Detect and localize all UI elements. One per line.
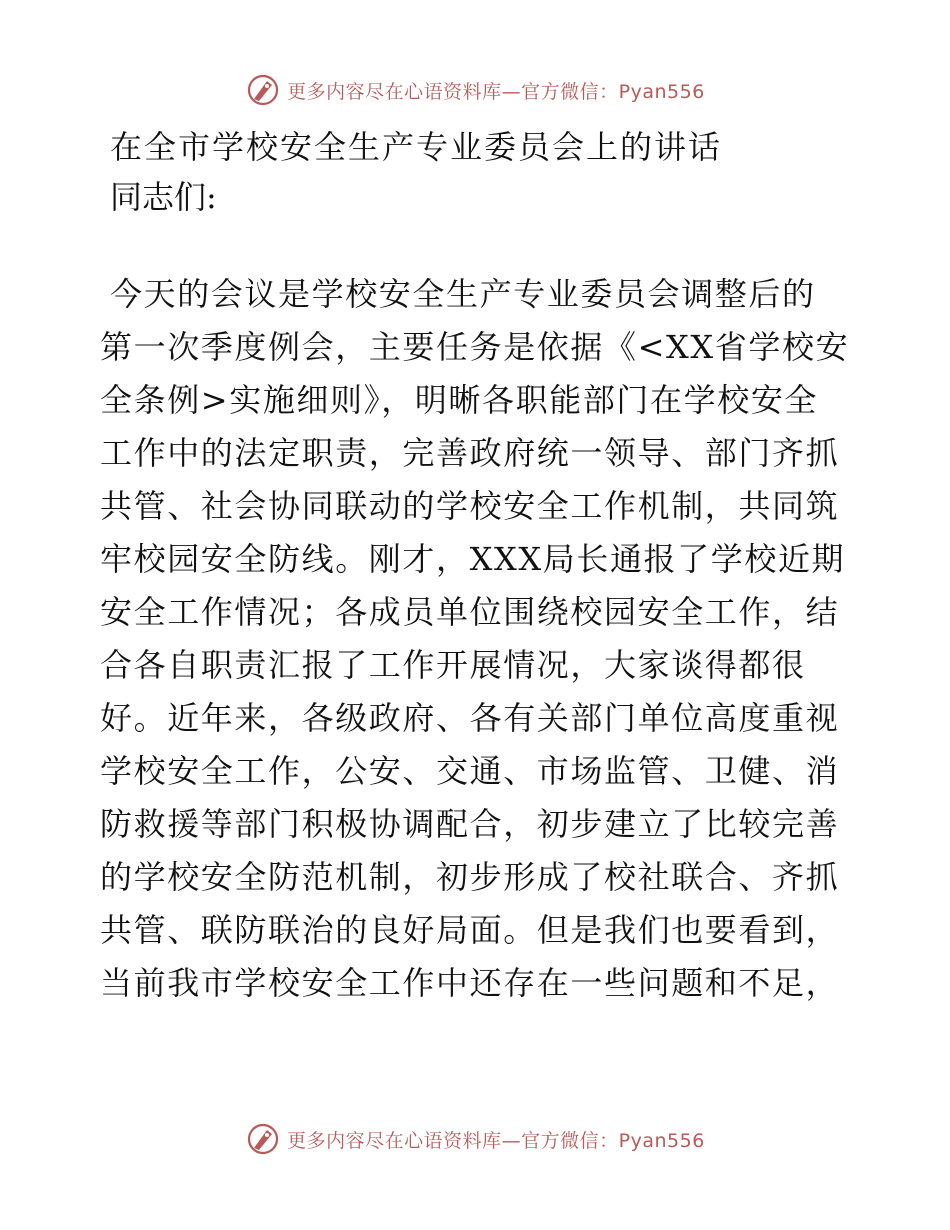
body-line: 第一次季度例会，主要任务是依据《<XX省学校安	[100, 328, 850, 366]
salutation: 同志们:	[110, 178, 217, 216]
watermark-text: 更多内容尽在心语资料库—官方微信：Pyan556	[287, 80, 705, 103]
body-line: 当前我市学校安全工作中还存在一些问题和不足，	[100, 964, 840, 1002]
footer-watermark	[0, 1117, 950, 1161]
body-line: 今天的会议是学校安全生产专业委员会调整后的	[110, 275, 816, 313]
body-line: 工作中的法定职责，完善政府统一领导、部门齐抓	[100, 434, 840, 472]
body-line: 全条例>实施细则》，明晰各职能部门在学校安全	[100, 381, 819, 419]
body-line: 牢校园安全防线。刚才，XXX局长通报了学校近期	[100, 540, 846, 578]
body-line: 的学校安全防范机制，初步形成了校社联合、齐抓	[100, 858, 840, 896]
body-line: 合各自职责汇报了工作开展情况，大家谈得都很	[100, 646, 806, 684]
document-body	[100, 268, 860, 1010]
body-line: 好。近年来，各级政府、各有关部门单位高度重视	[100, 699, 840, 737]
body-line: 安全工作情况；各成员单位围绕校园安全工作，结	[100, 593, 840, 631]
body-line: 学校安全工作，公安、交通、市场监管、卫健、消	[100, 752, 840, 790]
pen-logo-icon	[245, 72, 281, 108]
pen-logo-icon	[245, 1121, 281, 1157]
watermark-text: 更多内容尽在心语资料库—官方微信：Pyan556	[287, 1129, 705, 1152]
body-line: 共管、联防联治的良好局面。但是我们也要看到，	[100, 911, 840, 949]
document-title: 在全市学校安全生产专业委员会上的讲话	[110, 128, 723, 166]
header-watermark	[0, 68, 950, 112]
body-line: 防救援等部门积极协调配合，初步建立了比较完善	[100, 805, 840, 843]
body-line: 共管、社会协同联动的学校安全工作机制，共同筑	[100, 487, 840, 525]
